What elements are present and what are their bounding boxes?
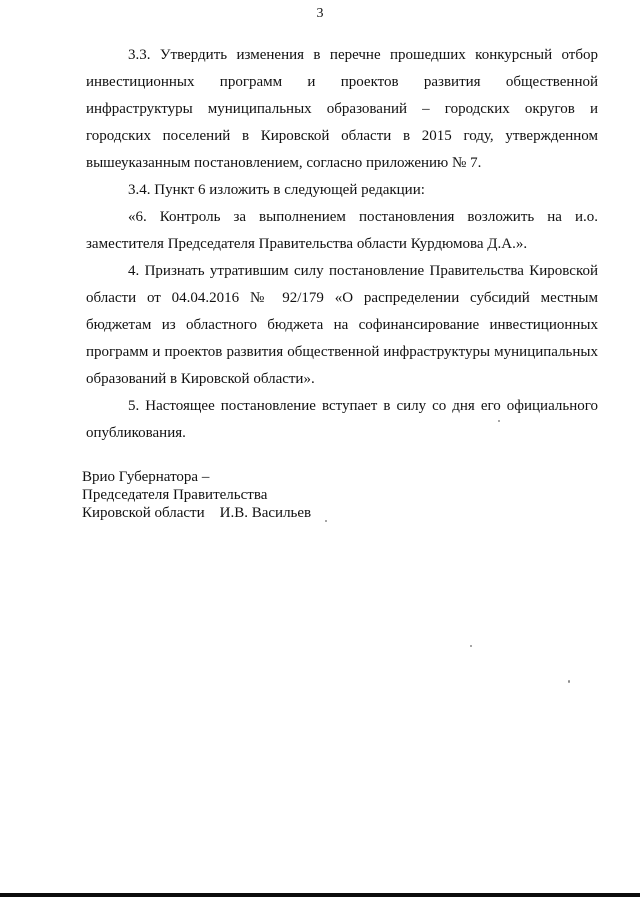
signature-title-line: Врио Губернатора – (82, 469, 210, 485)
bottom-border-line (0, 893, 640, 897)
scan-speck (498, 420, 500, 422)
paragraph-3-4: 3.4. Пункт 6 изложить в следующей редакции: (128, 182, 425, 198)
signature-block (82, 468, 311, 522)
scan-speck (470, 645, 472, 647)
page-number: 3 (316, 6, 324, 21)
signature-position-line: Председателя Правительства (82, 487, 268, 503)
document-body (86, 42, 598, 447)
scan-speck (325, 520, 327, 522)
paragraph-3-3: 3.3. Утвердить изменения в перечне прошедших конкурсный отбор инвестиционных программ и проектов развития общественной инфраструктуры муниципальных образований – городских округов и городских поселений в Кировской области в 2015 году, утвержденном вышеуказанным постановлением, согласно приложению № 7. (86, 47, 598, 171)
paragraph-5: 5. Настоящее постановление вступает в силу со дня его официального опубликования. (86, 398, 598, 441)
paragraph-4: 4. Признать утратившим силу постановление Правительства Кировской области от 04.04.2016 № 92/179 «О распределении субсидий местным бюджетам из областного бюджета на софинансирование инвестиционных программ и проектов развития общественной инфраструктуры муниципальных образований в Кировской области». (86, 263, 598, 387)
paragraph-point-6: «6. Контроль за выполнением постановления возложить на и.о. заместителя Председателя Правительства области Курдюмова Д.А.». (86, 209, 598, 252)
scan-speck (568, 680, 570, 683)
signature-name-line: Кировской области И.В. Васильев (82, 505, 312, 521)
